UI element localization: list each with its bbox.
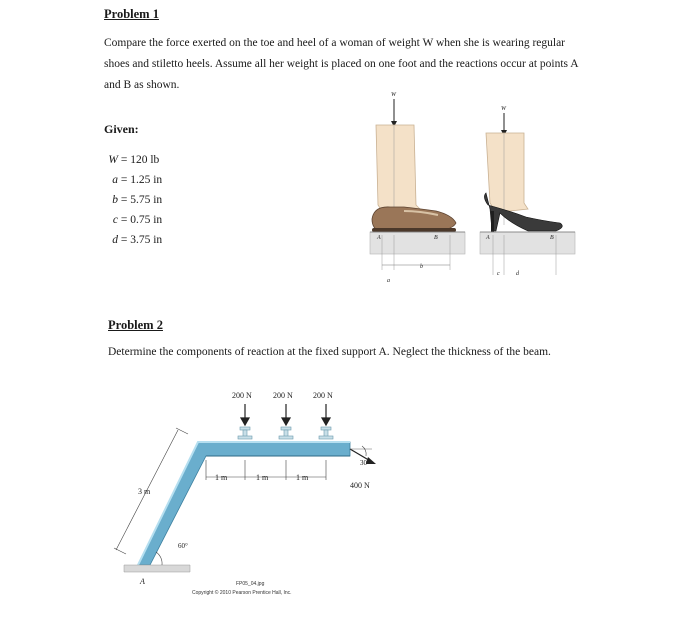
problem-2-heading: Problem 2 — [108, 318, 163, 332]
given-item: a = 1.25 in — [112, 174, 163, 186]
length-label: 3 m — [138, 487, 151, 496]
point-b-label-1: B — [434, 235, 438, 241]
support-a-label: A — [140, 577, 145, 586]
given-item: c = 0.75 in — [112, 214, 163, 226]
figure-file-label: FP05_04.jpg — [236, 581, 265, 587]
load-arrows — [241, 404, 330, 425]
spacing-label-2: 1 m — [256, 473, 269, 482]
given-item: W = 120 lb — [108, 154, 160, 166]
load-label-3: 200 N — [313, 391, 333, 400]
dimension-d-label: d — [516, 271, 519, 277]
spacing-label-3: 1 m — [296, 473, 309, 482]
point-a-label-1: A — [377, 235, 381, 241]
problem-1-heading: Problem 1 — [104, 7, 159, 21]
beam-figure — [110, 380, 390, 605]
point-b-label-2: B — [550, 235, 554, 241]
copyright-label: Copyright © 2010 Pearson Prentice Hall, Inc. — [192, 590, 292, 596]
dimension-c-label: c — [497, 271, 500, 277]
load-label-2: 200 N — [273, 391, 293, 400]
stiletto-shoe-leg — [484, 133, 562, 232]
problem-1-text: Compare the force exerted on the toe and heel of a woman of weight W when she is wearing regular shoes and stiletto heels. Assume all her weight is placed on one foot and the reactions occur at points A and B as shown. — [104, 37, 578, 91]
given-list — [104, 150, 162, 250]
given-item: b = 5.75 in — [112, 194, 163, 206]
spacing-label-1: 1 m — [215, 473, 228, 482]
dimension-a-label: a — [387, 278, 390, 284]
weight-label-1: W — [391, 92, 396, 98]
problem-2-text: Determine the components of reaction at the fixed support A. Neglect the thickness of the beam. — [108, 346, 551, 358]
shoes-figure — [360, 85, 585, 290]
beam — [138, 442, 350, 565]
base-angle-label: 60° — [178, 542, 188, 550]
given-item: d = 3.75 in — [112, 234, 163, 246]
force-label: 400 N — [350, 481, 370, 490]
flat-shoe-leg — [372, 125, 456, 232]
dimension-b-label: b — [420, 264, 423, 270]
given-title: Given: — [104, 122, 139, 136]
load-label-1: 200 N — [232, 391, 252, 400]
weight-label-2: W — [501, 106, 506, 112]
point-a-label-2: A — [486, 235, 490, 241]
force-angle-label: 30° — [360, 459, 370, 467]
